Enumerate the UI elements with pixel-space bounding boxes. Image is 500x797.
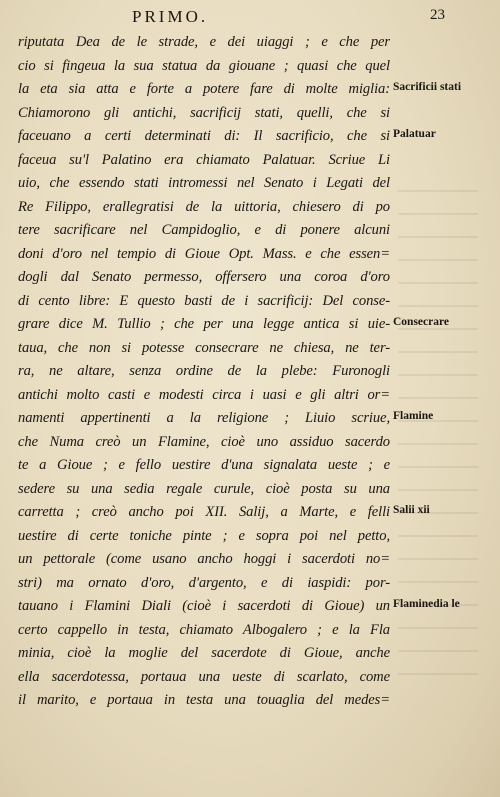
- text-line: il marito, e portaua in testa una touaglia del medes=: [18, 692, 390, 708]
- text-line: ella sacerdotessa, portaua una ueste di scarlato, come: [18, 668, 390, 685]
- text-line: doni d'oro nel tempio di Gioue Opt. Mass. e che essen=: [18, 245, 390, 262]
- text-line: faceua su'l Palatino era chiamato Palatuar. Scriue Li: [18, 151, 390, 168]
- text-line: che Numa creò un Flamine, cioè uno assiduo sacerdo: [18, 433, 390, 450]
- text-line: grare dice M. Tullio ; che per una legge antica si uie-: [18, 316, 390, 332]
- body-text: [18, 31, 390, 713]
- text-line: Chiamorono gli antichi, sacrificij stati, quelli, che si: [18, 104, 390, 121]
- page-number: 23: [430, 7, 445, 23]
- page-header: [0, 6, 500, 30]
- marginal-gloss: Salii xii: [393, 504, 430, 516]
- text-line: la eta sia atta e forte a potere fare di molte miglia:: [18, 81, 390, 97]
- text-line: namenti appertinenti a la religione ; Liuio scriue,: [18, 410, 390, 426]
- text-line: te a Gioue ; e fello uestire d'una signalata ueste ; e: [18, 457, 390, 473]
- text-line: dogli dal Senato permesso, offersero una coroa d'oro: [18, 269, 390, 285]
- text-line: di cento libre: E questo basti de i sacrificij: Del conse-: [18, 292, 390, 309]
- text-line: uio, che essendo stati intromessi nel Senato i Legati del: [18, 175, 390, 191]
- text-line: stri) ma ornato d'oro, d'argento, e di iaspidi: por-: [18, 574, 390, 591]
- text-line: Re Filippo, erallegratisi de la uittoria, chiesero di po: [18, 198, 390, 215]
- running-head: PRIMO.: [132, 7, 209, 26]
- marginal-gloss: Sacrificii stati: [393, 81, 462, 93]
- text-line: un pettorale (come usano ancho hoggi i sacerdoti no=: [18, 551, 390, 567]
- text-line: tere sacrificare nel Campidoglio, e di ponere alcuni: [18, 222, 390, 238]
- text-line: tauano i Flamini Diali (cioè i sacerdoti di Gioue) un: [18, 598, 390, 614]
- marginal-gloss: Palatuar: [393, 128, 436, 140]
- text-line: certo cappello in testa, chiamato Albogalero ; e la Fla: [18, 621, 390, 638]
- text-line: taua, che non si potesse consecrare ne chiesa, ne ter-: [18, 339, 390, 356]
- marginal-gloss: Flaminedia le: [393, 598, 460, 610]
- text-line: uestire di certe toniche pinte ; e sopra poi nel petto,: [18, 527, 390, 544]
- marginal-gloss: Flamine: [393, 410, 434, 422]
- text-line: carretta ; creò ancho poi XII. Salij, a Marte, e felli: [18, 504, 390, 520]
- text-line: minia, cioè la moglie del sacerdote di Gioue, anche: [18, 645, 390, 661]
- ink-show-through: [398, 190, 478, 690]
- text-line: sedere su una sedia regale curule, cioè posta su una: [18, 480, 390, 497]
- text-line: antichi molto casti e modesti circa i uasi e gli altri or=: [18, 386, 390, 403]
- text-line: riputata Dea de le strade, e dei uiaggi ; e che per: [18, 34, 390, 50]
- text-line: faceuano a certi determinati di: Il sacrificio, che si: [18, 128, 390, 144]
- marginal-gloss: Consecrare: [393, 316, 449, 328]
- text-line: ra, ne altare, senza ordine de la plebe: Furonogli: [18, 363, 390, 379]
- text-line: cio si fingeua la sua statua da giouane ; quasi che quel: [18, 57, 390, 74]
